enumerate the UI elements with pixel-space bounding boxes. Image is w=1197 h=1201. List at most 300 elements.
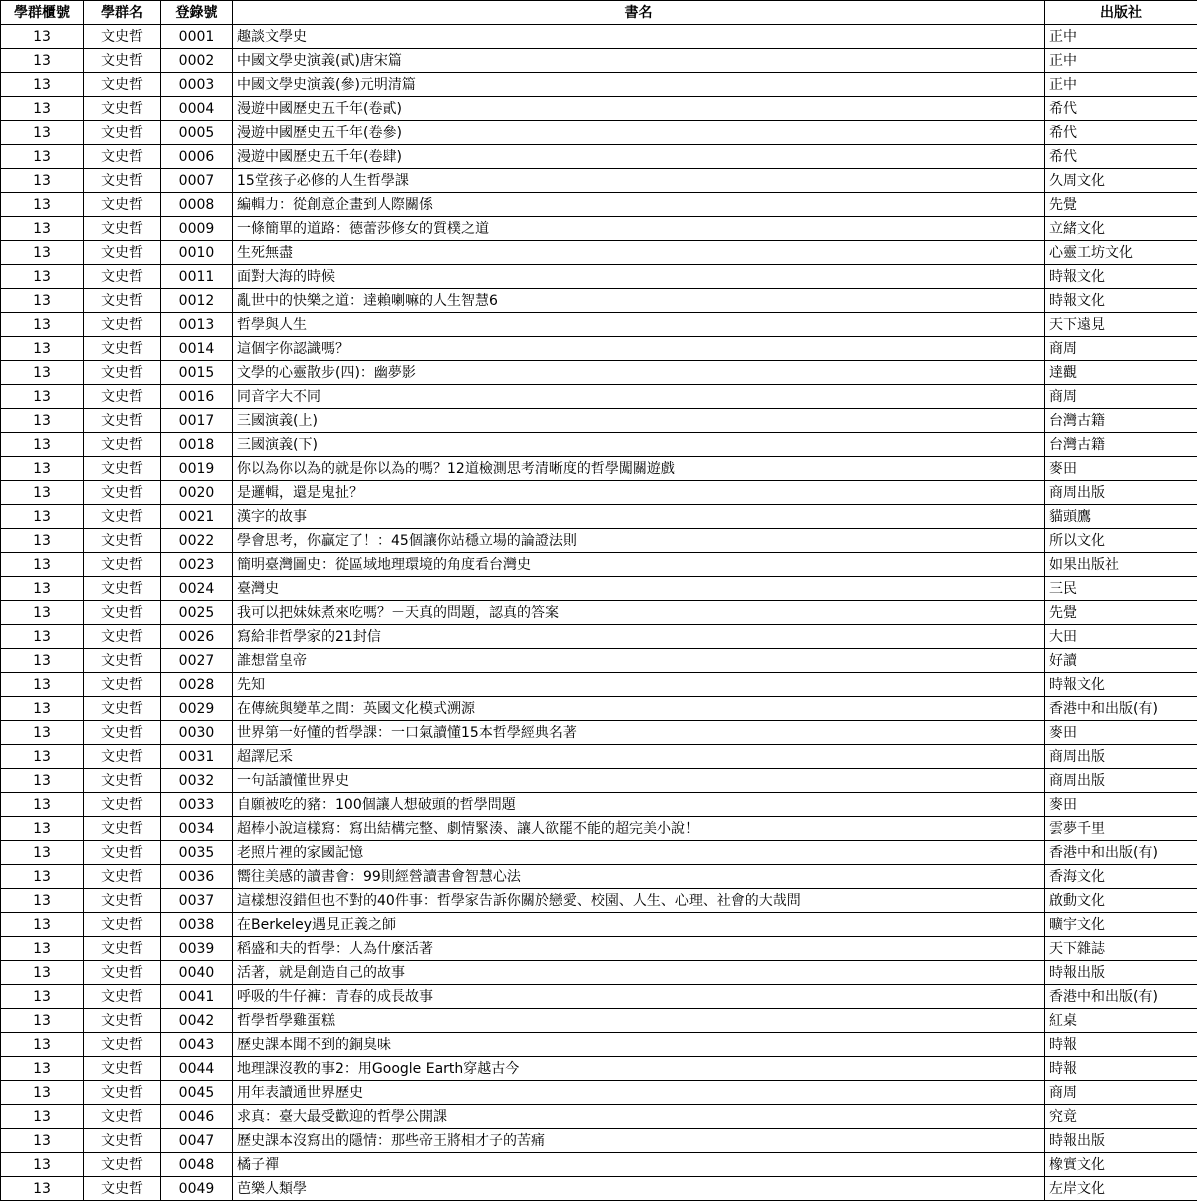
cell-publisher: 好讀: [1045, 649, 1197, 673]
cell-group-name: 文史哲: [84, 1105, 161, 1129]
cell-cabinet-no: 13: [1, 217, 84, 241]
cell-title: 我可以把妹妹煮來吃嗎？－天真的問題，認真的答案: [233, 601, 1045, 625]
cell-group-name: 文史哲: [84, 1057, 161, 1081]
header-publisher: 出版社: [1045, 1, 1197, 25]
cell-reg-no: 0047: [161, 1129, 233, 1153]
cell-group-name: 文史哲: [84, 745, 161, 769]
cell-cabinet-no: 13: [1, 409, 84, 433]
cell-group-name: 文史哲: [84, 721, 161, 745]
cell-group-name: 文史哲: [84, 961, 161, 985]
cell-title: 你以為你以為的就是你以為的嗎？12道檢測思考清晰度的哲學闖關遊戲: [233, 457, 1045, 481]
cell-title: 三國演義(上): [233, 409, 1045, 433]
cell-publisher: 啟動文化: [1045, 889, 1197, 913]
cell-cabinet-no: 13: [1, 913, 84, 937]
cell-group-name: 文史哲: [84, 289, 161, 313]
cell-cabinet-no: 13: [1, 985, 84, 1009]
cell-publisher: 天下雜誌: [1045, 937, 1197, 961]
table-row: [1, 73, 1197, 97]
table-row: [1, 841, 1197, 865]
table-row: [1, 457, 1197, 481]
cell-group-name: 文史哲: [84, 1153, 161, 1177]
table-row: [1, 97, 1197, 121]
table-row: [1, 721, 1197, 745]
cell-reg-no: 0033: [161, 793, 233, 817]
cell-group-name: 文史哲: [84, 1009, 161, 1033]
cell-group-name: 文史哲: [84, 217, 161, 241]
table-row: [1, 913, 1197, 937]
table-row: [1, 601, 1197, 625]
cell-title: 超棒小說這樣寫：寫出結構完整、劇情緊湊、讓人欲罷不能的超完美小說！: [233, 817, 1045, 841]
cell-reg-no: 0020: [161, 481, 233, 505]
table-row: [1, 937, 1197, 961]
cell-group-name: 文史哲: [84, 25, 161, 49]
cell-title: 稻盛和夫的哲學：人為什麼活著: [233, 937, 1045, 961]
cell-title: 芭樂人類學: [233, 1177, 1045, 1201]
cell-reg-no: 0027: [161, 649, 233, 673]
cell-cabinet-no: 13: [1, 433, 84, 457]
cell-publisher: 左岸文化: [1045, 1177, 1197, 1201]
cell-group-name: 文史哲: [84, 697, 161, 721]
cell-cabinet-no: 13: [1, 1129, 84, 1153]
cell-cabinet-no: 13: [1, 1153, 84, 1177]
cell-cabinet-no: 13: [1, 865, 84, 889]
cell-title: 自願被吃的豬：100個讓人想破頭的哲學問題: [233, 793, 1045, 817]
cell-group-name: 文史哲: [84, 1033, 161, 1057]
cell-title: 在Berkeley遇見正義之師: [233, 913, 1045, 937]
cell-publisher: 時報: [1045, 1057, 1197, 1081]
cell-title: 活著，就是創造自己的故事: [233, 961, 1045, 985]
cell-publisher: 希代: [1045, 145, 1197, 169]
table-row: [1, 1105, 1197, 1129]
cell-publisher: 如果出版社: [1045, 553, 1197, 577]
header-title: 書名: [233, 1, 1045, 25]
cell-group-name: 文史哲: [84, 817, 161, 841]
cell-cabinet-no: 13: [1, 241, 84, 265]
cell-publisher: 商周: [1045, 337, 1197, 361]
cell-publisher: 商周出版: [1045, 481, 1197, 505]
cell-publisher: 橡實文化: [1045, 1153, 1197, 1177]
table-row: [1, 889, 1197, 913]
cell-publisher: 台灣古籍: [1045, 433, 1197, 457]
cell-cabinet-no: 13: [1, 601, 84, 625]
cell-cabinet-no: 13: [1, 1009, 84, 1033]
cell-publisher: 商周: [1045, 1081, 1197, 1105]
cell-cabinet-no: 13: [1, 169, 84, 193]
cell-publisher: 時報文化: [1045, 265, 1197, 289]
cell-reg-no: 0006: [161, 145, 233, 169]
table-row: [1, 1057, 1197, 1081]
cell-title: 一條簡單的道路：德蕾莎修女的質樸之道: [233, 217, 1045, 241]
cell-title: 生死無盡: [233, 241, 1045, 265]
cell-group-name: 文史哲: [84, 841, 161, 865]
cell-reg-no: 0049: [161, 1177, 233, 1201]
cell-reg-no: 0009: [161, 217, 233, 241]
cell-publisher: 大田: [1045, 625, 1197, 649]
cell-group-name: 文史哲: [84, 577, 161, 601]
table-row: [1, 121, 1197, 145]
cell-reg-no: 0039: [161, 937, 233, 961]
cell-group-name: 文史哲: [84, 1177, 161, 1201]
cell-title: 臺灣史: [233, 577, 1045, 601]
cell-reg-no: 0048: [161, 1153, 233, 1177]
cell-cabinet-no: 13: [1, 745, 84, 769]
cell-reg-no: 0022: [161, 529, 233, 553]
cell-title: 學會思考，你贏定了！：45個讓你站穩立場的論證法則: [233, 529, 1045, 553]
cell-cabinet-no: 13: [1, 961, 84, 985]
cell-group-name: 文史哲: [84, 169, 161, 193]
cell-publisher: 久周文化: [1045, 169, 1197, 193]
cell-cabinet-no: 13: [1, 49, 84, 73]
cell-cabinet-no: 13: [1, 649, 84, 673]
table-row: [1, 265, 1197, 289]
cell-publisher: 麥田: [1045, 721, 1197, 745]
cell-title: 編輯力：從創意企畫到人際關係: [233, 193, 1045, 217]
cell-publisher: 時報出版: [1045, 961, 1197, 985]
cell-title: 先知: [233, 673, 1045, 697]
cell-reg-no: 0038: [161, 913, 233, 937]
cell-publisher: 貓頭鷹: [1045, 505, 1197, 529]
cell-group-name: 文史哲: [84, 985, 161, 1009]
table-row: [1, 1081, 1197, 1105]
table-row: [1, 361, 1197, 385]
cell-cabinet-no: 13: [1, 529, 84, 553]
table-row: [1, 49, 1197, 73]
cell-cabinet-no: 13: [1, 1105, 84, 1129]
cell-title: 在傳統與變革之間：英國文化模式溯源: [233, 697, 1045, 721]
table-row: [1, 1129, 1197, 1153]
cell-reg-no: 0044: [161, 1057, 233, 1081]
table-row: [1, 745, 1197, 769]
cell-cabinet-no: 13: [1, 265, 84, 289]
table-row: [1, 961, 1197, 985]
header-cabinet-no: 學群櫃號: [1, 1, 84, 25]
cell-title: 同音字大不同: [233, 385, 1045, 409]
table-row: [1, 313, 1197, 337]
cell-cabinet-no: 13: [1, 793, 84, 817]
cell-reg-no: 0041: [161, 985, 233, 1009]
table-row: [1, 385, 1197, 409]
cell-reg-no: 0019: [161, 457, 233, 481]
cell-reg-no: 0015: [161, 361, 233, 385]
cell-publisher: 紅桌: [1045, 1009, 1197, 1033]
cell-publisher: 麥田: [1045, 457, 1197, 481]
table-row: [1, 865, 1197, 889]
cell-group-name: 文史哲: [84, 49, 161, 73]
cell-group-name: 文史哲: [84, 361, 161, 385]
cell-group-name: 文史哲: [84, 385, 161, 409]
cell-group-name: 文史哲: [84, 1129, 161, 1153]
cell-title: 漢字的故事: [233, 505, 1045, 529]
cell-reg-no: 0010: [161, 241, 233, 265]
cell-title: 求真：臺大最受歡迎的哲學公開課: [233, 1105, 1045, 1129]
cell-publisher: 時報出版: [1045, 1129, 1197, 1153]
cell-reg-no: 0034: [161, 817, 233, 841]
cell-cabinet-no: 13: [1, 1033, 84, 1057]
cell-publisher: 麥田: [1045, 793, 1197, 817]
header-group-name: 學群名: [84, 1, 161, 25]
cell-group-name: 文史哲: [84, 193, 161, 217]
cell-group-name: 文史哲: [84, 433, 161, 457]
table-row: [1, 649, 1197, 673]
cell-reg-no: 0008: [161, 193, 233, 217]
cell-reg-no: 0040: [161, 961, 233, 985]
cell-reg-no: 0005: [161, 121, 233, 145]
cell-publisher: 天下遠見: [1045, 313, 1197, 337]
cell-group-name: 文史哲: [84, 505, 161, 529]
cell-cabinet-no: 13: [1, 697, 84, 721]
table-row: [1, 1153, 1197, 1177]
cell-cabinet-no: 13: [1, 817, 84, 841]
cell-group-name: 文史哲: [84, 649, 161, 673]
cell-group-name: 文史哲: [84, 529, 161, 553]
cell-reg-no: 0046: [161, 1105, 233, 1129]
table-row: [1, 625, 1197, 649]
cell-cabinet-no: 13: [1, 385, 84, 409]
table-row: [1, 769, 1197, 793]
cell-group-name: 文史哲: [84, 457, 161, 481]
cell-title: 是邏輯，還是鬼扯？: [233, 481, 1045, 505]
cell-group-name: 文史哲: [84, 481, 161, 505]
cell-title: 寫給非哲學家的21封信: [233, 625, 1045, 649]
cell-publisher: 希代: [1045, 121, 1197, 145]
cell-cabinet-no: 13: [1, 25, 84, 49]
cell-group-name: 文史哲: [84, 769, 161, 793]
table-row: [1, 289, 1197, 313]
cell-title: 哲學與人生: [233, 313, 1045, 337]
cell-reg-no: 0016: [161, 385, 233, 409]
cell-title: 三國演義(下): [233, 433, 1045, 457]
cell-title: 這樣想沒錯但也不對的40件事：哲學家告訴你關於戀愛、校園、人生、心理、社會的大哉問: [233, 889, 1045, 913]
cell-title: 地理課沒教的事2：用Google Earth穿越古今: [233, 1057, 1045, 1081]
cell-publisher: 時報: [1045, 1033, 1197, 1057]
cell-cabinet-no: 13: [1, 889, 84, 913]
cell-publisher: 立緒文化: [1045, 217, 1197, 241]
cell-publisher: 先覺: [1045, 193, 1197, 217]
cell-cabinet-no: 13: [1, 97, 84, 121]
cell-publisher: 商周出版: [1045, 745, 1197, 769]
cell-reg-no: 0024: [161, 577, 233, 601]
cell-reg-no: 0011: [161, 265, 233, 289]
cell-title: 這個字你認識嗎？: [233, 337, 1045, 361]
cell-reg-no: 0026: [161, 625, 233, 649]
cell-reg-no: 0036: [161, 865, 233, 889]
cell-title: 中國文學史演義(貳)唐宋篇: [233, 49, 1045, 73]
cell-title: 一句話讀懂世界史: [233, 769, 1045, 793]
cell-cabinet-no: 13: [1, 313, 84, 337]
cell-cabinet-no: 13: [1, 625, 84, 649]
cell-reg-no: 0014: [161, 337, 233, 361]
cell-cabinet-no: 13: [1, 1177, 84, 1201]
cell-reg-no: 0031: [161, 745, 233, 769]
cell-publisher: 香海文化: [1045, 865, 1197, 889]
cell-group-name: 文史哲: [84, 553, 161, 577]
cell-reg-no: 0032: [161, 769, 233, 793]
cell-cabinet-no: 13: [1, 553, 84, 577]
cell-publisher: 正中: [1045, 25, 1197, 49]
cell-group-name: 文史哲: [84, 1081, 161, 1105]
cell-reg-no: 0004: [161, 97, 233, 121]
cell-cabinet-no: 13: [1, 481, 84, 505]
table-row: [1, 1009, 1197, 1033]
table-row: [1, 481, 1197, 505]
cell-reg-no: 0003: [161, 73, 233, 97]
table-row: [1, 25, 1197, 49]
header-reg-no: 登錄號: [161, 1, 233, 25]
cell-reg-no: 0045: [161, 1081, 233, 1105]
table-body: [1, 25, 1197, 1201]
cell-cabinet-no: 13: [1, 289, 84, 313]
cell-reg-no: 0037: [161, 889, 233, 913]
cell-title: 哲學哲學雞蛋糕: [233, 1009, 1045, 1033]
cell-cabinet-no: 13: [1, 721, 84, 745]
table-row: [1, 985, 1197, 1009]
cell-publisher: 時報文化: [1045, 289, 1197, 313]
cell-reg-no: 0017: [161, 409, 233, 433]
cell-publisher: 三民: [1045, 577, 1197, 601]
cell-publisher: 香港中和出版(有): [1045, 985, 1197, 1009]
cell-reg-no: 0043: [161, 1033, 233, 1057]
cell-publisher: 雲夢千里: [1045, 817, 1197, 841]
cell-group-name: 文史哲: [84, 265, 161, 289]
cell-title: 簡明臺灣圖史：從區域地理環境的角度看台灣史: [233, 553, 1045, 577]
cell-group-name: 文史哲: [84, 145, 161, 169]
cell-publisher: 商周: [1045, 385, 1197, 409]
cell-title: 用年表讀通世界歷史: [233, 1081, 1045, 1105]
cell-group-name: 文史哲: [84, 313, 161, 337]
cell-reg-no: 0023: [161, 553, 233, 577]
cell-reg-no: 0028: [161, 673, 233, 697]
cell-cabinet-no: 13: [1, 337, 84, 361]
cell-cabinet-no: 13: [1, 1081, 84, 1105]
table-row: [1, 673, 1197, 697]
cell-reg-no: 0012: [161, 289, 233, 313]
cell-title: 亂世中的快樂之道：達賴喇嘛的人生智慧6: [233, 289, 1045, 313]
cell-reg-no: 0025: [161, 601, 233, 625]
cell-publisher: 台灣古籍: [1045, 409, 1197, 433]
cell-title: 誰想當皇帝: [233, 649, 1045, 673]
table-row: [1, 697, 1197, 721]
cell-title: 老照片裡的家國記憶: [233, 841, 1045, 865]
cell-publisher: 時報文化: [1045, 673, 1197, 697]
table-row: [1, 241, 1197, 265]
cell-publisher: 所以文化: [1045, 529, 1197, 553]
cell-group-name: 文史哲: [84, 913, 161, 937]
table-row: [1, 145, 1197, 169]
cell-cabinet-no: 13: [1, 841, 84, 865]
cell-publisher: 商周出版: [1045, 769, 1197, 793]
cell-cabinet-no: 13: [1, 1057, 84, 1081]
cell-publisher: 先覺: [1045, 601, 1197, 625]
cell-group-name: 文史哲: [84, 601, 161, 625]
cell-group-name: 文史哲: [84, 73, 161, 97]
cell-cabinet-no: 13: [1, 193, 84, 217]
cell-publisher: 曠宇文化: [1045, 913, 1197, 937]
cell-title: 漫遊中國歷史五千年(卷肆): [233, 145, 1045, 169]
cell-reg-no: 0018: [161, 433, 233, 457]
cell-publisher: 達觀: [1045, 361, 1197, 385]
cell-cabinet-no: 13: [1, 145, 84, 169]
cell-reg-no: 0035: [161, 841, 233, 865]
cell-publisher: 香港中和出版(有): [1045, 841, 1197, 865]
cell-group-name: 文史哲: [84, 625, 161, 649]
table-row: [1, 217, 1197, 241]
cell-group-name: 文史哲: [84, 121, 161, 145]
cell-cabinet-no: 13: [1, 505, 84, 529]
cell-title: 呼吸的牛仔褲：青春的成長故事: [233, 985, 1045, 1009]
table-row: [1, 337, 1197, 361]
cell-reg-no: 0007: [161, 169, 233, 193]
cell-publisher: 正中: [1045, 73, 1197, 97]
cell-title: 歷史課本沒寫出的隱情：那些帝王將相才子的苦痛: [233, 1129, 1045, 1153]
cell-reg-no: 0001: [161, 25, 233, 49]
table-row: [1, 793, 1197, 817]
cell-group-name: 文史哲: [84, 865, 161, 889]
cell-title: 面對大海的時候: [233, 265, 1045, 289]
table-row: [1, 817, 1197, 841]
cell-title: 文學的心靈散步(四)：幽夢影: [233, 361, 1045, 385]
table-row: [1, 577, 1197, 601]
cell-group-name: 文史哲: [84, 793, 161, 817]
cell-cabinet-no: 13: [1, 577, 84, 601]
cell-group-name: 文史哲: [84, 409, 161, 433]
table-row: [1, 1177, 1197, 1201]
cell-publisher: 究竟: [1045, 1105, 1197, 1129]
cell-publisher: 正中: [1045, 49, 1197, 73]
cell-title: 歷史課本聞不到的銅臭味: [233, 1033, 1045, 1057]
cell-title: 世界第一好懂的哲學課：一口氣讀懂15本哲學經典名著: [233, 721, 1045, 745]
header-row: [1, 1, 1197, 25]
cell-cabinet-no: 13: [1, 361, 84, 385]
table-row: [1, 553, 1197, 577]
cell-group-name: 文史哲: [84, 673, 161, 697]
cell-group-name: 文史哲: [84, 937, 161, 961]
cell-reg-no: 0002: [161, 49, 233, 73]
cell-reg-no: 0021: [161, 505, 233, 529]
table-row: [1, 169, 1197, 193]
table-row: [1, 505, 1197, 529]
table-row: [1, 193, 1197, 217]
cell-reg-no: 0029: [161, 697, 233, 721]
cell-reg-no: 0042: [161, 1009, 233, 1033]
cell-group-name: 文史哲: [84, 337, 161, 361]
cell-cabinet-no: 13: [1, 121, 84, 145]
table-row: [1, 433, 1197, 457]
cell-cabinet-no: 13: [1, 673, 84, 697]
cell-title: 橘子禪: [233, 1153, 1045, 1177]
cell-cabinet-no: 13: [1, 73, 84, 97]
cell-reg-no: 0013: [161, 313, 233, 337]
cell-cabinet-no: 13: [1, 457, 84, 481]
cell-title: 漫遊中國歷史五千年(卷參): [233, 121, 1045, 145]
cell-title: 趣談文學史: [233, 25, 1045, 49]
cell-cabinet-no: 13: [1, 769, 84, 793]
cell-title: 超譯尼采: [233, 745, 1045, 769]
table-row: [1, 409, 1197, 433]
cell-group-name: 文史哲: [84, 241, 161, 265]
cell-publisher: 希代: [1045, 97, 1197, 121]
cell-title: 15堂孩子必修的人生哲學課: [233, 169, 1045, 193]
table-row: [1, 529, 1197, 553]
cell-cabinet-no: 13: [1, 937, 84, 961]
cell-group-name: 文史哲: [84, 97, 161, 121]
cell-title: 中國文學史演義(參)元明清篇: [233, 73, 1045, 97]
cell-title: 漫遊中國歷史五千年(卷貳): [233, 97, 1045, 121]
cell-reg-no: 0030: [161, 721, 233, 745]
cell-publisher: 心靈工坊文化: [1045, 241, 1197, 265]
cell-group-name: 文史哲: [84, 889, 161, 913]
cell-title: 嚮往美感的讀書會：99則經營讀書會智慧心法: [233, 865, 1045, 889]
table-row: [1, 1033, 1197, 1057]
